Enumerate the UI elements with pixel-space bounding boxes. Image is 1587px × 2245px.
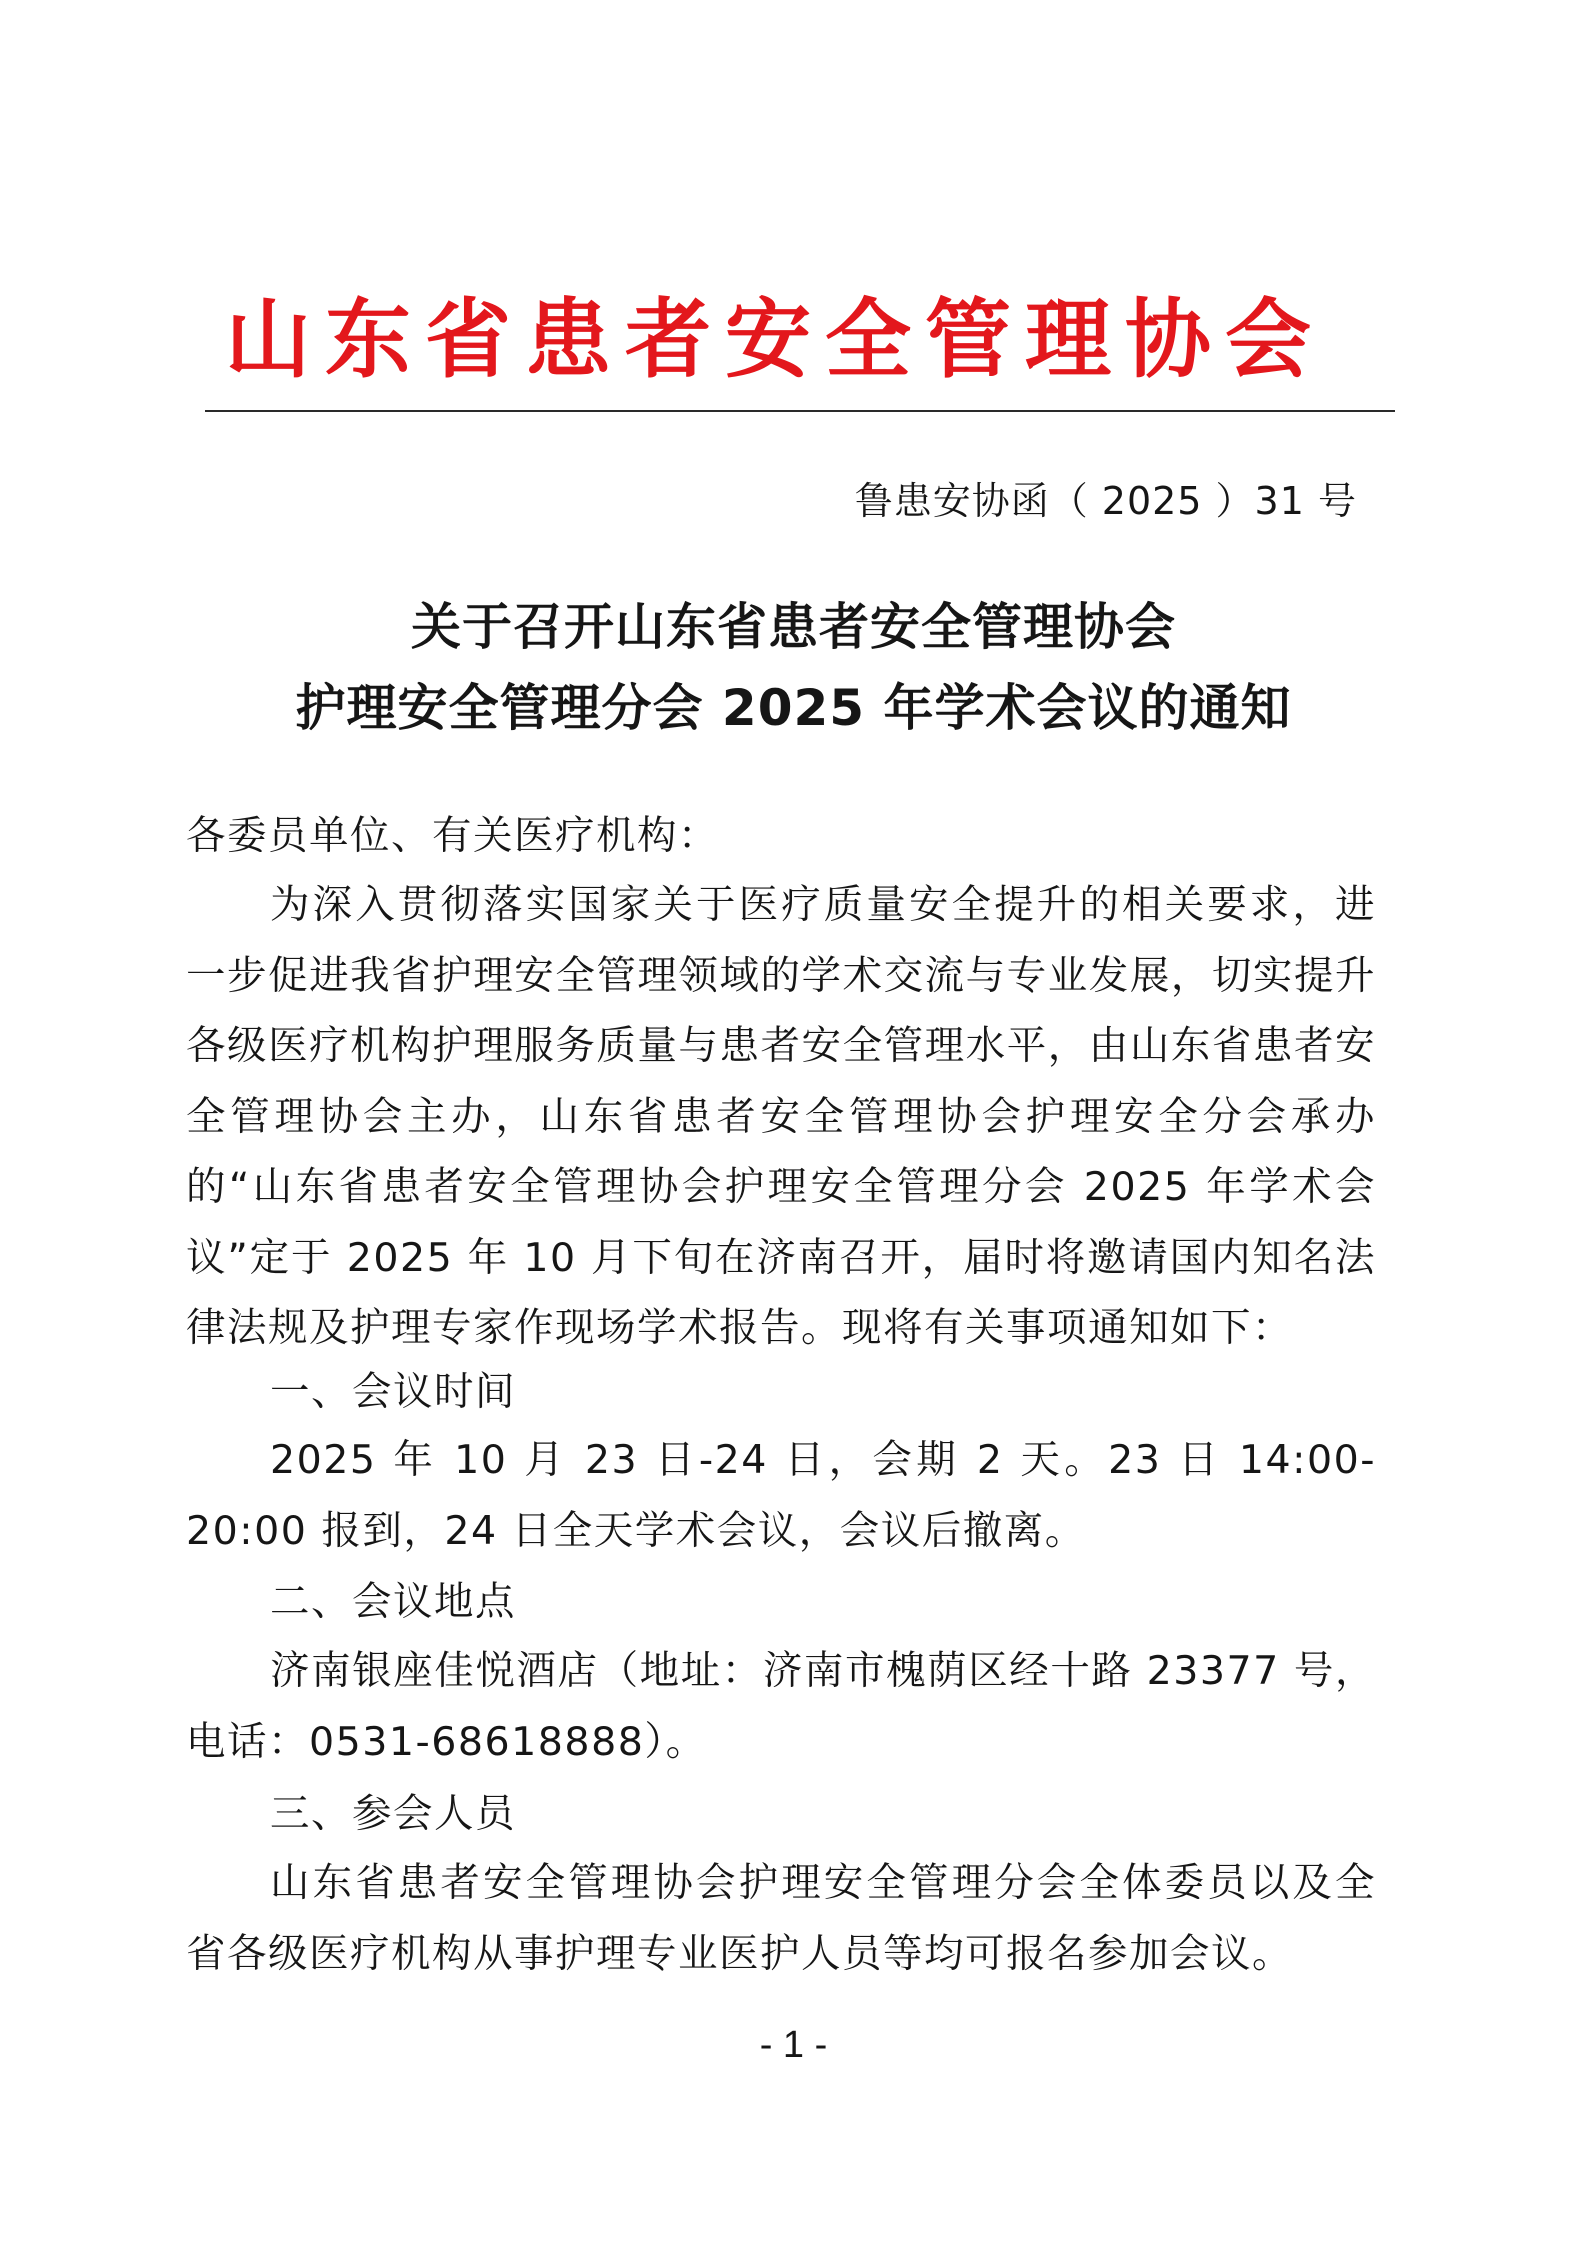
letterhead-divider [205,410,1395,412]
section-heading-time: 一、会议时间 [270,1369,516,1415]
document-number: 鲁患安协函（ 2025 ）31 号 [854,479,1357,523]
section-text-venue: 济南银座佳悦酒店（地址：济南市槐荫区经十路 23377 号，电话：0531-68618888）。 [186,1648,1376,1765]
notice-title-line-2: 护理安全管理分会 2025 年学术会议的通知 [295,679,1292,737]
intro-paragraph: 为深入贯彻落实国家关于医疗质量安全提升的相关要求，进一步促进我省护理安全管理领域的学术交流与专业发展，切实提升各级医疗机构护理服务质量与患者安全管理水平，由山东省患者安全管理协会主办，山东省患者安全管理协会护理安全分会承办的“山东省患者安全管理协会护理安全管理分会 2025 年学术会议”定于 2025 年 10 月下旬在济南召开，届时将邀请国内知名法律法规及护理专家作现场学术报告。现将有关事项通知如下： [186,882,1376,1351]
letterhead-org-name: 山东省患者安全管理协会 [225,289,1325,390]
salutation: 各委员单位、有关医疗机构： [186,813,719,859]
section-heading-attendees: 三、参会人员 [270,1791,516,1837]
page-number: - 1 - [759,2024,828,2066]
section-text-time: 2025 年 10 月 23 日-24 日，会期 2 天。23 日 14:00-20:00 报到，24 日全天学术会议，会议后撤离。 [186,1437,1376,1554]
section-heading-venue: 二、会议地点 [270,1579,516,1625]
section-text-attendees: 山东省患者安全管理协会护理安全管理分会全体委员以及全省各级医疗机构从事护理专业医护人员等均可报名参加会议。 [186,1860,1376,1977]
notice-title-line-1: 关于召开山东省患者安全管理协会 [411,598,1176,656]
